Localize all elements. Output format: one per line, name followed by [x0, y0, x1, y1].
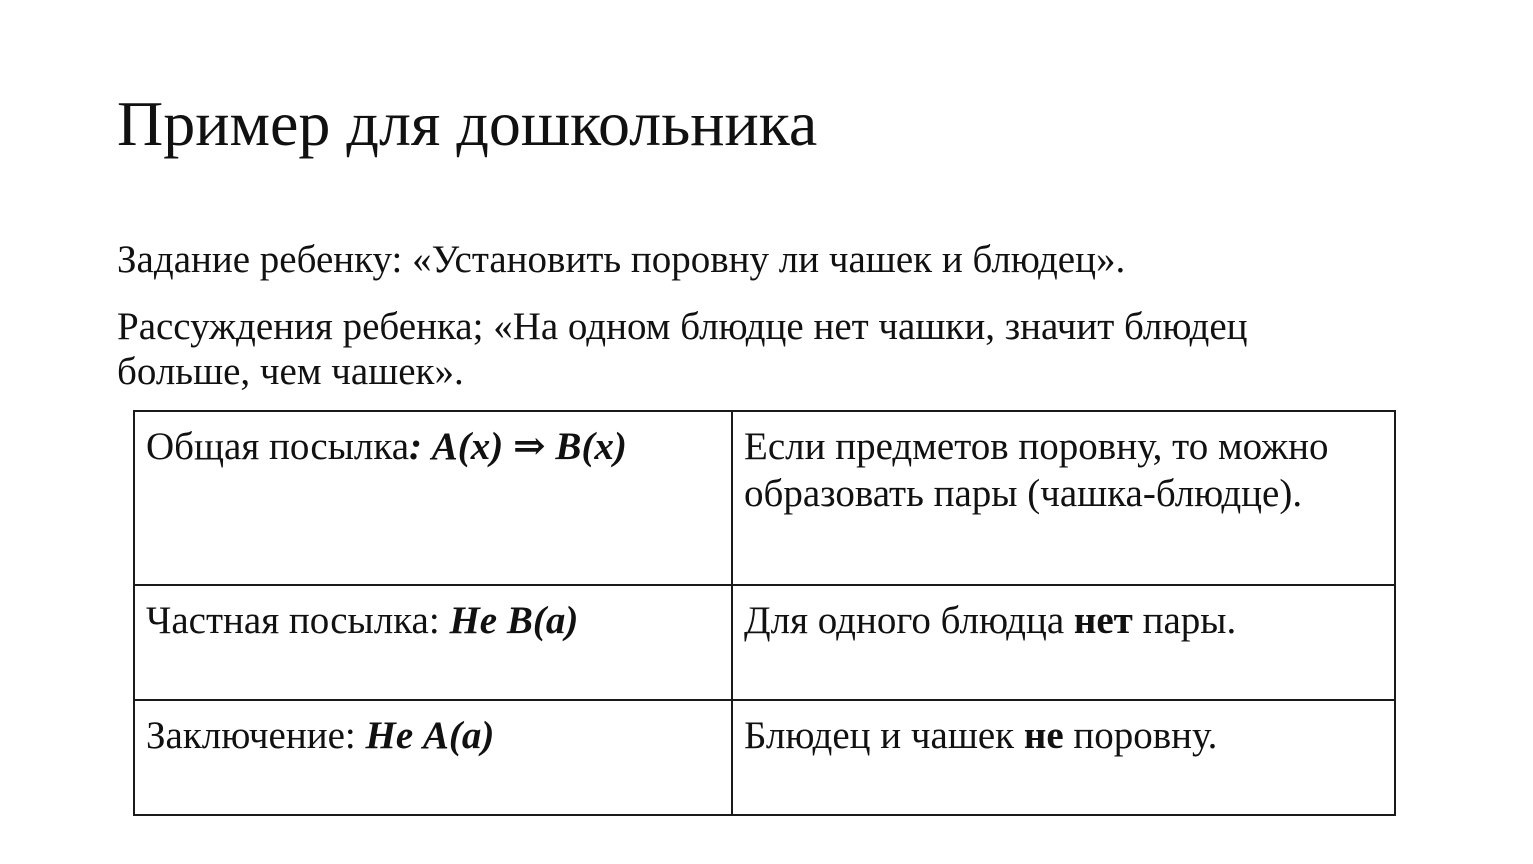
explanation-emphasis: не	[1023, 714, 1064, 757]
premise-label: Общая посылка	[146, 425, 410, 468]
table-row	[134, 411, 1395, 585]
table-row	[134, 585, 1395, 700]
particular-premise-cell	[134, 585, 732, 700]
explanation-text: пары.	[1132, 599, 1237, 642]
explanation-text: Блюдец и чашек	[744, 714, 1024, 757]
explanation-text: Если предметов поровну, то можно образовать пары (чашка-блюдце).	[744, 425, 1329, 515]
child-reasoning	[117, 304, 1437, 394]
conclusion-cell	[134, 700, 732, 815]
premise-label: Частная посылка:	[146, 599, 450, 642]
explanation-text: Для одного блюдца	[744, 599, 1074, 642]
syllogism-table	[133, 410, 1396, 816]
explanation-text: поровну.	[1063, 714, 1218, 757]
premise-formula: Не B(a)	[449, 599, 579, 642]
premise-formula: : A(x) ⇒ B(x)	[409, 425, 627, 468]
premise-label: Заключение:	[146, 714, 366, 757]
table-row	[134, 700, 1395, 815]
reasoning-line-2: больше, чем чашек».	[117, 350, 464, 394]
general-premise-explanation	[732, 411, 1395, 585]
reasoning-line-1: Рассуждения ребенка; «На одном блюдце нет чашки, значит блюдец	[117, 305, 1248, 348]
explanation-emphasis: нет	[1073, 599, 1133, 642]
conclusion-formula: Не A(a)	[365, 714, 495, 757]
slide-title: Пример для дошкольника	[117, 88, 818, 159]
conclusion-explanation	[732, 700, 1395, 815]
particular-premise-explanation	[732, 585, 1395, 700]
task-statement: Задание ребенку: «Установить поровну ли чашек и блюдец».	[117, 238, 1126, 281]
general-premise-cell	[134, 411, 732, 585]
